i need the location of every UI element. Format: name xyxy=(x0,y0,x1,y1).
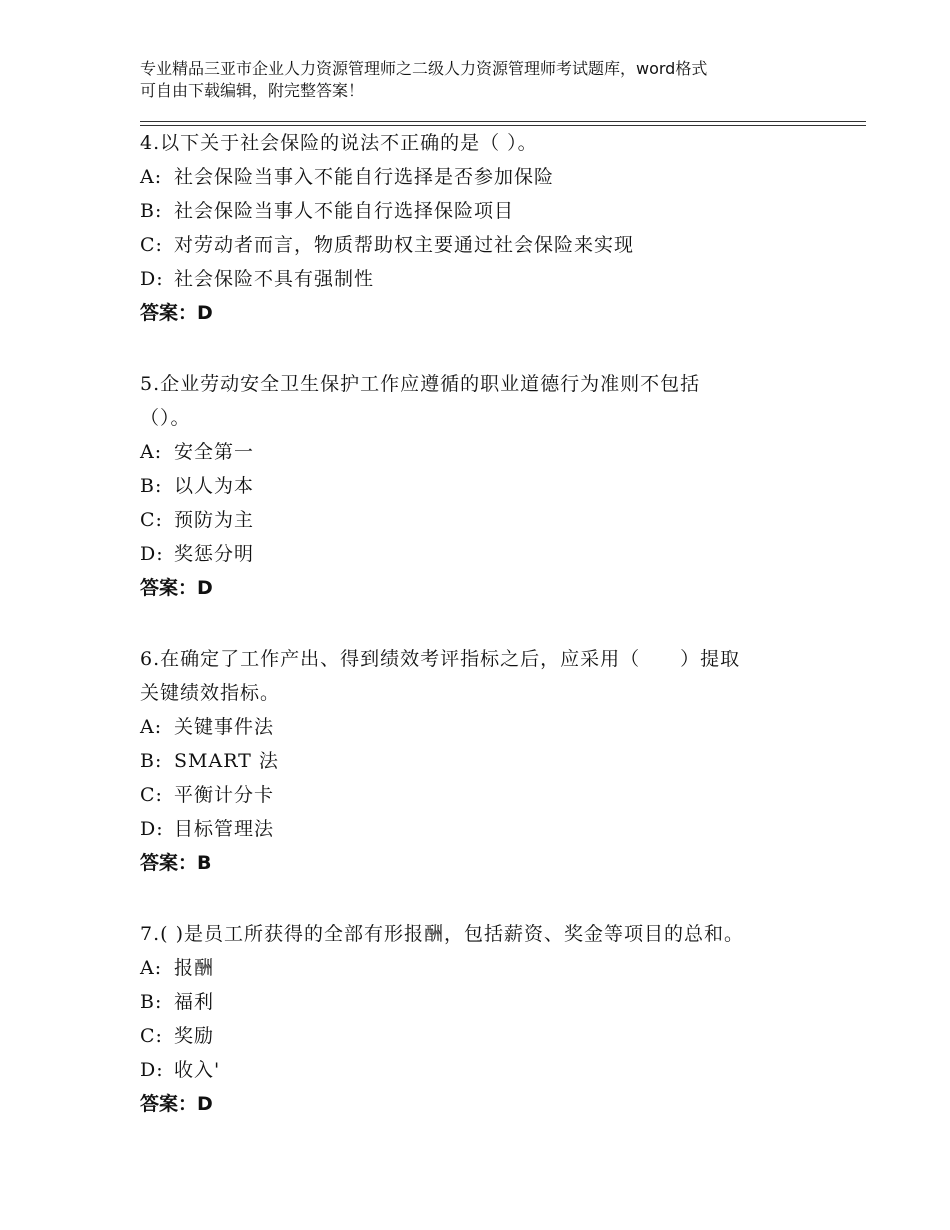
answer-label: 答案：B xyxy=(140,852,212,874)
option-text: 关键事件法 xyxy=(174,716,275,738)
option-text: 报酬 xyxy=(174,957,215,979)
question-text: 6.在确定了工作产出、得到绩效考评指标之后，应采用（ ）提取 xyxy=(140,648,741,670)
option-key: C: xyxy=(140,234,163,256)
answer-label: 答案：D xyxy=(140,577,213,599)
option-text: 平衡计分卡 xyxy=(174,784,275,806)
option-text: 对劳动者而言，物质帮助权主要通过社会保险来实现 xyxy=(174,234,635,256)
document-header xyxy=(140,58,820,102)
option-text: SMART 法 xyxy=(174,750,279,772)
question-text: 4.以下关于社会保险的说法不正确的是（ ）。 xyxy=(140,132,538,154)
option-d xyxy=(140,262,830,296)
option-d xyxy=(140,812,830,846)
answer-label: 答案：D xyxy=(140,302,213,324)
question-text: 5.企业劳动安全卫生保护工作应遵循的职业道德行为准则不包括 xyxy=(140,373,701,395)
option-d xyxy=(140,1053,830,1087)
option-a xyxy=(140,160,830,194)
question-6 xyxy=(140,642,830,880)
option-b xyxy=(140,194,830,228)
question-list xyxy=(140,126,830,1158)
answer-label: 答案：D xyxy=(140,1093,213,1115)
option-text: 福利 xyxy=(174,991,215,1013)
option-text: 社会保险当事入不能自行选择是否参加保险 xyxy=(174,166,555,188)
option-a xyxy=(140,951,830,985)
option-key: A: xyxy=(140,166,163,188)
option-c xyxy=(140,228,830,262)
option-text: 预防为主 xyxy=(174,509,255,531)
option-key: C: xyxy=(140,509,163,531)
option-key: A: xyxy=(140,716,163,738)
option-key: C: xyxy=(140,1025,163,1047)
question-5 xyxy=(140,367,830,605)
option-key: C: xyxy=(140,784,163,806)
option-text: 社会保险不具有强制性 xyxy=(174,268,375,290)
option-key: D: xyxy=(140,1059,164,1081)
option-text: 收入' xyxy=(174,1059,221,1081)
option-c xyxy=(140,503,830,537)
option-key: D: xyxy=(140,268,164,290)
option-d xyxy=(140,537,830,571)
option-key: B: xyxy=(140,200,163,222)
option-b xyxy=(140,744,830,778)
option-key: D: xyxy=(140,818,164,840)
option-text: 奖励 xyxy=(174,1025,215,1047)
header-line-2: 可自由下载编辑，附完整答案！ xyxy=(140,81,365,100)
option-key: D: xyxy=(140,543,164,565)
option-c xyxy=(140,1019,830,1053)
option-text: 社会保险当事人不能自行选择保险项目 xyxy=(174,200,515,222)
header-line-1: 专业精品三亚市企业人力资源管理师之二级人力资源管理师考试题库，word格式 xyxy=(140,59,708,78)
option-text: 安全第一 xyxy=(174,441,255,463)
option-key: B: xyxy=(140,991,163,1013)
question-text-continued: （）。 xyxy=(140,407,191,429)
question-4 xyxy=(140,126,830,330)
header-divider-top xyxy=(140,121,866,122)
question-text-continued: 关键绩效指标。 xyxy=(140,682,281,704)
option-key: A: xyxy=(140,441,163,463)
option-text: 奖惩分明 xyxy=(174,543,255,565)
option-key: B: xyxy=(140,750,163,772)
option-c xyxy=(140,778,830,812)
option-text: 目标管理法 xyxy=(174,818,275,840)
option-a xyxy=(140,435,830,469)
question-7 xyxy=(140,917,830,1121)
option-key: A: xyxy=(140,957,163,979)
option-text: 以人为本 xyxy=(174,475,255,497)
option-key: B: xyxy=(140,475,163,497)
option-b xyxy=(140,469,830,503)
question-text: 7.( )是员工所获得的全部有形报酬，包括薪资、奖金等项目的总和。 xyxy=(140,923,744,945)
option-a xyxy=(140,710,830,744)
option-b xyxy=(140,985,830,1019)
